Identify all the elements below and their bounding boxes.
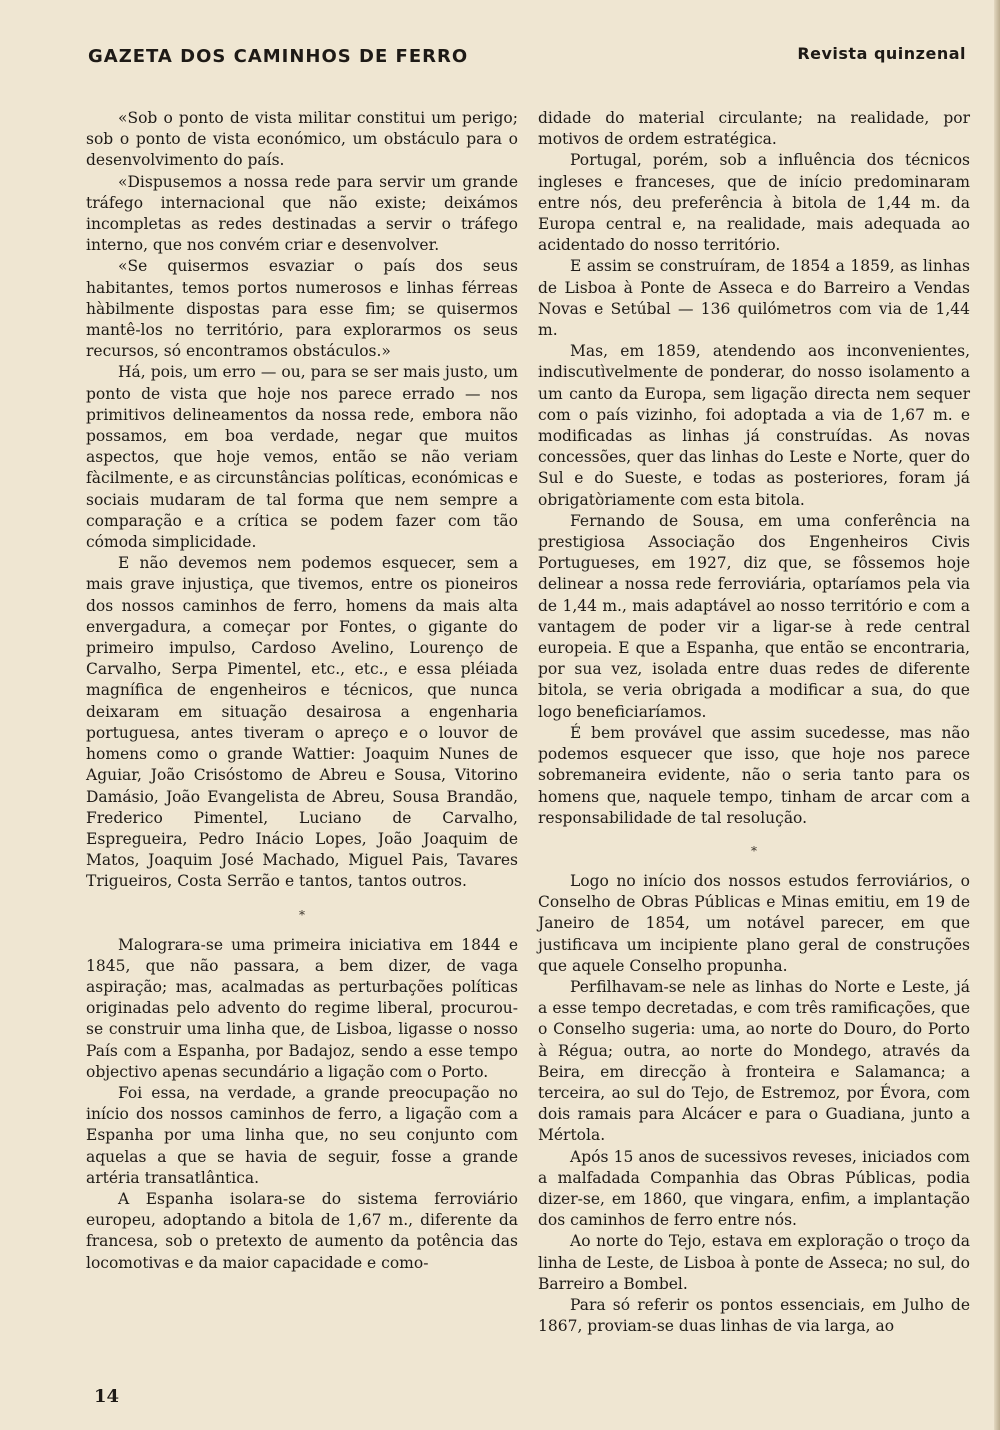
- section-separator: *: [751, 843, 757, 858]
- paragraph: «Se quisermos esvaziar o país dos seus habitantes, temos portos numerosos e linhas férreas hàbilmente dispostas para esse fim; se quisermos mantê-los no território, para explorarmos os seus recursos, só encontramos obstáculos.»: [86, 257, 518, 361]
- paragraph: É bem provável que assim sucedesse, mas não podemos esquecer que isso, que hoje nos parece sobremaneira evidente, não o seria tanto para os homens que, naquele tempo, tinham de arcar com a responsabilidade de tal resolução.: [538, 723, 970, 827]
- running-header: [88, 44, 966, 74]
- paragraph: Ao norte do Tejo, estava em exploração o troço da linha de Leste, de Lisboa à ponte de Asseca; no sul, do Barreiro a Bombel.: [538, 1232, 970, 1293]
- section-separator: *: [299, 907, 305, 922]
- page-edge: [994, 0, 1000, 1430]
- paragraph: Mas, em 1859, atendendo aos inconvenientes, indiscutìvelmente de ponderar, do nosso isolamento a um canto da Europa, sem ligação directa nem sequer com o país vizinho, foi adoptada a via de 1,67 m. e modificadas as linhas já construídas. As novas concessões, quer das linhas do Leste e Norte, quer do Sul e do Sueste, e todas as posteriores, foram já obrigatòriamente com esta bitola.: [538, 342, 970, 509]
- paragraph: Perfilhavam-se nele as linhas do Norte e Leste, já a esse tempo decretadas, e com três ramificações, que o Conselho sugeria: uma, ao norte do Douro, do Porto à Régua; outra, ao norte do Mondego, através da Beira, em direcção à fronteira e Salamanca; a terceira, ao sul do Tejo, de Estremoz, por Évora, com dois ramais para Alcácer e para o Guadiana, junto a Mértola.: [538, 977, 970, 1145]
- paragraph: A Espanha isolara-se do sistema ferroviário europeu, adoptando a bitola de 1,67 m., diferente da francesa, sob o pretexto de aumento da potência das locomotivas e da maior capacidade e como-: [86, 1189, 518, 1272]
- paragraph: Logo no início dos nossos estudos ferroviários, o Conselho de Obras Públicas e Minas emitiu, em 19 de Janeiro de 1854, um notável parecer, em que justificava um incipiente plano geral de construções que aquele Conselho propunha.: [538, 871, 970, 975]
- paragraph: «Dispusemos a nossa rede para servir um grande tráfego internacional que não existe; deixámos incompletas as redes destinadas a servir o tráfego interno, que nos convém criar e desenvolver.: [86, 172, 518, 255]
- paragraph: Após 15 anos de sucessivos reveses, iniciados com a malfadada Companhia das Obras Públicas, podia dizer-se, em 1860, que vingara, enfim, a implantação dos caminhos de ferro entre nós.: [538, 1147, 970, 1230]
- paragraph: Malograra-se uma primeira iniciativa em 1844 e 1845, que não passara, a bem dizer, de vaga aspiração; mas, acalmadas as perturbações políticas originadas pelo advento do regime liberal, procurou-se construir uma linha que, de Lisboa, ligasse o nosso País com a Espanha, por Badajoz, sendo a esse tempo objectivo apenas secundário a ligação com o Porto.: [86, 935, 518, 1081]
- paragraph-continuation: didade do material circulante; na realidade, por motivos de ordem estratégica.: [538, 109, 970, 149]
- paragraph: Para só referir os pontos essenciais, em Julho de 1867, proviam-se duas linhas de via larga, ao: [538, 1295, 970, 1336]
- page-number: 14: [94, 1386, 120, 1407]
- issue-kind: Revista quinzenal: [797, 44, 966, 63]
- paragraph: Há, pois, um erro — ou, para se ser mais justo, um ponto de vista que hoje nos parece errado — nos primitivos delineamentos da nossa rede, embora não possamos, em boa verdade, negar que muitos aspectos, que hoje vemos, então se não veriam fàcilmente, e as circunstâncias políticas, económicas e sociais mudaram de tal forma que nem sempre a comparação e a crítica se podem fazer com tão cómoda simplicidade.: [86, 363, 518, 552]
- right-column: [538, 108, 970, 1337]
- paragraph: Portugal, porém, sob a influência dos técnicos ingleses e franceses, que de início predominaram entre nós, deu preferência à bitola de 1,44 m. da Europa central e, na realidade, mais adequada ao acidentado do nosso território.: [538, 151, 970, 255]
- paragraph: Fernando de Sousa, em uma conferência na prestigiosa Associação dos Engenheiros Civis Portugueses, em 1927, diz que, se fôssemos hoje delinear a nossa rede ferroviária, optaríamos pela via de 1,44 m., mais adaptável ao nosso território e com a vantagem de poder vir a ligar-se à rede central europeia. E que a Espanha, que então se encontraria, por sua vez, isolada entre duas redes de diferente bitola, se veria obrigada a modificar a sua, do que logo beneficiaríamos.: [538, 511, 970, 721]
- paragraph: «Sob o ponto de vista militar constitui um perigo; sob o ponto de vista económico, um obstáculo para o desenvolvimento do país.: [86, 109, 518, 170]
- paragraph: E não devemos nem podemos esquecer, sem a mais grave injustiça, que tivemos, entre os pioneiros dos nossos caminhos de ferro, homens da mais alta envergadura, a começar por Fontes, o gigante do primeiro impulso, Cardoso Avelino, Lourenço de Carvalho, Serpa Pimentel, etc., etc., e essa pléiada magnífica de engenheiros e técnicos, que nunca deixaram em situação desairosa a engenharia portuguesa, antes tiveram o apreço e o louvor de homens como o grande Wattier: Joaquim Nunes de Aguiar, João Crisóstomo de Abreu e Sousa, Vitorino Damásio, João Evangelista de Abreu, Sousa Brandão, Frederico Pimentel, Luciano de Carvalho, Espregueira, Pedro Inácio Lopes, João Joaquim de Matos, Joaquim José Machado, Miguel Pais, Tavares Trigueiros, Costa Serrão e tantos, tantos outros.: [86, 554, 518, 891]
- paragraph: E assim se construíram, de 1854 a 1859, as linhas de Lisboa à Ponte de Asseca e do Barreiro a Vendas Novas e Setúbal — 136 quilómetros com via de 1,44 m.: [538, 257, 970, 340]
- left-column: [86, 108, 518, 1274]
- paragraph: Foi essa, na verdade, a grande preocupação no início dos nossos caminhos de ferro, a ligação com a Espanha por uma linha que, no seu conjunto com aquelas a que se havia de seguir, fosse a grande artéria transatlântica.: [86, 1083, 518, 1187]
- journal-title: GAZETA DOS CAMINHOS DE FERRO: [88, 46, 469, 67]
